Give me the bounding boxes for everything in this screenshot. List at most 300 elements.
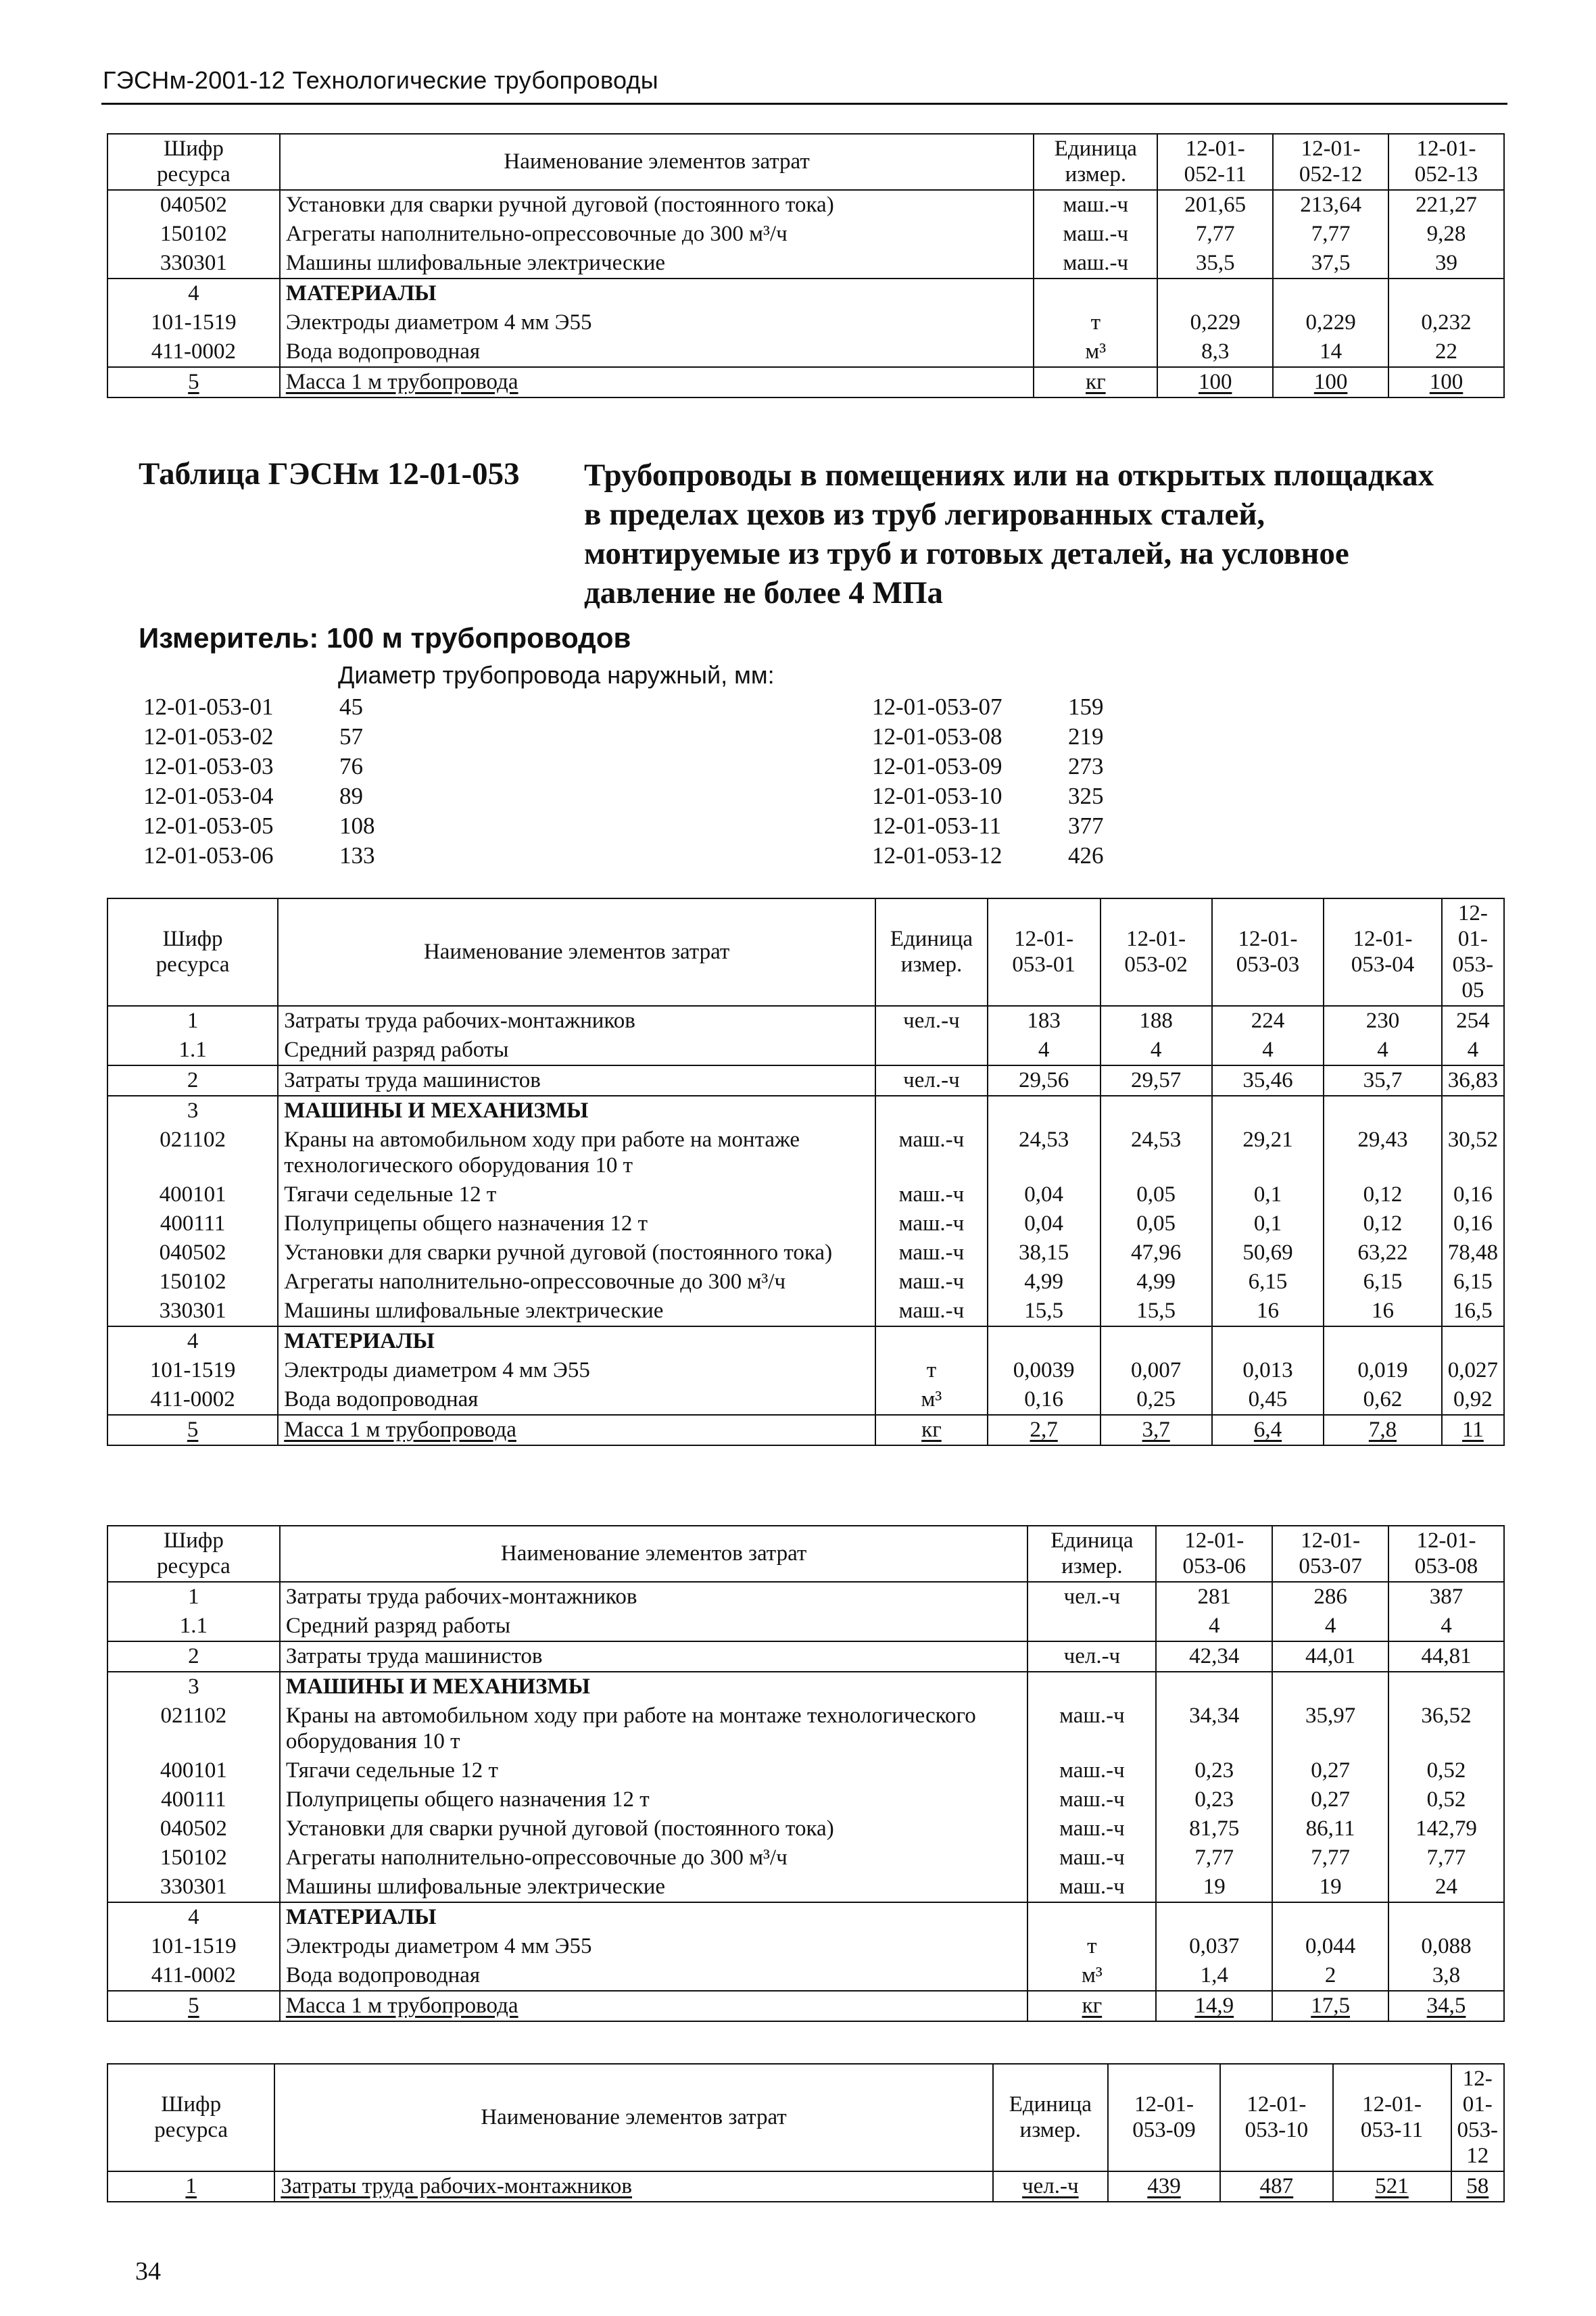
norm-value: 44,81 xyxy=(1388,1641,1504,1672)
resource-code: 5 xyxy=(107,1415,278,1445)
resource-code: 2 xyxy=(107,1641,280,1672)
table-row xyxy=(107,308,1504,337)
header-norm-code-line: 12-01- xyxy=(1238,927,1298,951)
diameter-mm: 57 xyxy=(339,723,363,750)
header-norm-code-line: 053-09 xyxy=(1132,2118,1196,2142)
unit-of-measure: т xyxy=(875,1356,988,1385)
header-unit xyxy=(875,898,988,1006)
cost-element-name: Агрегаты наполнительно-опрессовочные до 300 м³/ч xyxy=(278,1268,875,1297)
table-row xyxy=(107,1415,1504,1445)
resource-code: 1.1 xyxy=(107,1612,280,1641)
norm-value xyxy=(988,1326,1101,1356)
norm-value: 0,044 xyxy=(1272,1932,1388,1961)
norm-value: 15,5 xyxy=(988,1297,1101,1326)
cost-element-name: МАТЕРИАЛЫ xyxy=(280,1902,1028,1932)
norm-value: 4 xyxy=(1324,1036,1442,1065)
norm-value: 0,27 xyxy=(1272,1785,1388,1814)
unit-of-measure: маш.-ч xyxy=(1027,1756,1156,1785)
unit-of-measure: чел.-ч xyxy=(1027,1641,1156,1672)
header-row xyxy=(107,134,1504,190)
norm-value xyxy=(1156,1902,1272,1932)
norm-value: 44,01 xyxy=(1272,1641,1388,1672)
unit-of-measure: маш.-ч xyxy=(1027,1785,1156,1814)
norm-value: 100 xyxy=(1388,367,1504,397)
unit-of-measure xyxy=(1027,1902,1156,1932)
table-row xyxy=(107,1843,1504,1873)
unit-of-measure: чел.-ч xyxy=(875,1006,988,1036)
norm-value: 7,77 xyxy=(1272,1843,1388,1873)
diameter-mm: 219 xyxy=(1068,723,1104,750)
norm-value: 1,4 xyxy=(1156,1961,1272,1991)
header-norm-code-line: 053-10 xyxy=(1244,2118,1309,2142)
table-title-line: в пределах цехов из труб легированных сталей, xyxy=(584,497,1265,532)
header-code xyxy=(107,898,278,1006)
cost-element-name: Средний разряд работы xyxy=(278,1036,875,1065)
cost-element-name: Вода водопроводная xyxy=(280,1961,1028,1991)
table-row xyxy=(107,1873,1504,1902)
cost-element-name: Электроды диаметром 4 мм Э55 xyxy=(280,1932,1028,1961)
header-norm-code xyxy=(1108,2064,1220,2171)
resource-code: 021102 xyxy=(107,1126,278,1180)
cost-element-name: МАШИНЫ И МЕХАНИЗМЫ xyxy=(278,1096,875,1126)
resource-table-053-01-05 xyxy=(107,898,1505,1446)
table-title-code: Таблица ГЭСНм 12-01-053 xyxy=(139,456,520,491)
diameter-item xyxy=(872,781,1104,811)
norm-value: 4 xyxy=(988,1036,1101,1065)
header-row xyxy=(107,1526,1504,1582)
norm-value: 0,229 xyxy=(1157,308,1273,337)
header-norm-code-line: 053-08 xyxy=(1414,1554,1478,1578)
resource-code: 411-0002 xyxy=(107,1385,278,1415)
norm-value: 521 xyxy=(1333,2171,1451,2202)
norm-value: 22 xyxy=(1388,337,1504,367)
norm-value: 0,25 xyxy=(1101,1385,1212,1415)
cost-element-name: Масса 1 м трубопровода xyxy=(280,1991,1028,2021)
cost-element-name: Краны на автомобильном ходу при работе на монтаже технологического оборудования 10 т xyxy=(280,1702,1028,1756)
table-row xyxy=(107,1612,1504,1641)
norm-value: 36,52 xyxy=(1388,1702,1504,1756)
header-code-line: Шифр xyxy=(163,1528,224,1553)
norm-value: 7,77 xyxy=(1388,1843,1504,1873)
norm-value: 0,05 xyxy=(1101,1180,1212,1209)
norm-value: 0,027 xyxy=(1442,1356,1504,1385)
header-norm-code xyxy=(1451,2064,1505,2171)
cost-element-name: Машины шлифовальные электрические xyxy=(280,249,1034,279)
norm-value: 221,27 xyxy=(1388,190,1504,220)
table-row xyxy=(107,1902,1504,1932)
unit-of-measure: м³ xyxy=(1027,1961,1156,1991)
cost-element-name: Установки для сварки ручной дуговой (постоянного тока) xyxy=(280,190,1034,220)
header-norm-code-line: 12-01- xyxy=(1362,2092,1422,2117)
table-row xyxy=(107,1356,1504,1385)
header-norm-code-line: 12-01- xyxy=(1014,927,1074,951)
unit-of-measure: маш.-ч xyxy=(1034,220,1157,249)
norm-code: 12-01-053-03 xyxy=(143,753,274,779)
diameter-mm: 426 xyxy=(1068,842,1104,869)
table-row xyxy=(107,1702,1504,1756)
norm-value: 7,77 xyxy=(1273,220,1388,249)
norm-value: 24,53 xyxy=(1101,1126,1212,1180)
table-row xyxy=(107,1238,1504,1268)
header-rule xyxy=(101,103,1507,105)
header-norm-code xyxy=(1212,898,1324,1006)
norm-value: 0,23 xyxy=(1156,1785,1272,1814)
norm-value: 4,99 xyxy=(1101,1268,1212,1297)
cost-element-name: Тягачи седельные 12 т xyxy=(278,1180,875,1209)
norm-value xyxy=(1212,1096,1324,1126)
norm-value xyxy=(1272,1672,1388,1702)
norm-value: 0,019 xyxy=(1324,1356,1442,1385)
resource-code: 101-1519 xyxy=(107,1356,278,1385)
norm-code: 12-01-053-08 xyxy=(872,723,1002,750)
header-unit-line: Единица xyxy=(1054,137,1137,161)
norm-value: 24,53 xyxy=(988,1126,1101,1180)
table-row xyxy=(107,1582,1504,1612)
unit-of-measure xyxy=(875,1096,988,1126)
header-norm-code-line: 12-01- xyxy=(1185,137,1245,161)
header-norm-code xyxy=(1157,134,1273,190)
header-norm-code xyxy=(1324,898,1442,1006)
header-norm-code-line: 12-01- xyxy=(1247,2092,1307,2117)
norm-value: 15,5 xyxy=(1101,1297,1212,1326)
table-row xyxy=(107,1385,1504,1415)
cost-element-name: Электроды диаметром 4 мм Э55 xyxy=(280,308,1034,337)
header-norm-code-line: 12-01- xyxy=(1126,927,1186,951)
resource-code: 1 xyxy=(107,2171,274,2202)
table-row xyxy=(107,1126,1504,1180)
norm-value: 230 xyxy=(1324,1006,1442,1036)
cost-element-name: Установки для сварки ручной дуговой (постоянного тока) xyxy=(280,1814,1028,1843)
diameter-mm: 76 xyxy=(339,753,363,779)
norm-value: 439 xyxy=(1108,2171,1220,2202)
diameter-item xyxy=(143,781,375,811)
norm-value: 100 xyxy=(1273,367,1388,397)
header-norm-code xyxy=(1273,134,1388,190)
diameter-mm: 89 xyxy=(339,783,363,809)
norm-value: 142,79 xyxy=(1388,1814,1504,1843)
norm-value: 0,12 xyxy=(1324,1209,1442,1238)
cost-element-name: Машины шлифовальные электрические xyxy=(278,1297,875,1326)
unit-of-measure: м³ xyxy=(1034,337,1157,367)
norm-value: 0,04 xyxy=(988,1209,1101,1238)
norm-code: 12-01-053-09 xyxy=(872,753,1002,779)
resource-table-053-06-08 xyxy=(107,1525,1505,2022)
header-norm-code-line: 052-11 xyxy=(1184,162,1247,187)
header-norm-code-line: 052-12 xyxy=(1299,162,1363,187)
header-unit xyxy=(1027,1526,1156,1582)
table-row xyxy=(107,1785,1504,1814)
diameter-item xyxy=(872,811,1104,841)
norm-value: 6,4 xyxy=(1212,1415,1324,1445)
norm-value: 100 xyxy=(1157,367,1273,397)
table-row xyxy=(107,1756,1504,1785)
unit-of-measure: маш.-ч xyxy=(875,1297,988,1326)
resource-code: 1 xyxy=(107,1006,278,1036)
header-norm-code-line: 12-01- xyxy=(1134,2092,1194,2117)
header-unit-line: измер. xyxy=(1019,2118,1082,2142)
norm-value: 7,77 xyxy=(1156,1843,1272,1873)
norm-value: 0,229 xyxy=(1273,308,1388,337)
table-row xyxy=(107,279,1504,308)
norm-value: 16,5 xyxy=(1442,1297,1504,1326)
norm-value: 7,77 xyxy=(1157,220,1273,249)
norm-value: 14 xyxy=(1273,337,1388,367)
norm-value: 4 xyxy=(1272,1612,1388,1641)
norm-value: 0,27 xyxy=(1272,1756,1388,1785)
norm-value: 0,23 xyxy=(1156,1756,1272,1785)
norm-value: 0,007 xyxy=(1101,1356,1212,1385)
norm-value: 86,11 xyxy=(1272,1814,1388,1843)
diameter-mm: 159 xyxy=(1068,694,1104,720)
resource-code: 330301 xyxy=(107,1297,278,1326)
resource-code: 400111 xyxy=(107,1209,278,1238)
diameter-mm: 273 xyxy=(1068,753,1104,779)
table-row xyxy=(107,1672,1504,1702)
header-norm-code-line: 12-01- xyxy=(1457,901,1488,951)
norm-value: 4 xyxy=(1212,1036,1324,1065)
header-unit-line: Единица xyxy=(890,927,973,951)
norm-value: 16 xyxy=(1212,1297,1324,1326)
norm-value xyxy=(1272,1902,1388,1932)
header-unit xyxy=(993,2064,1108,2171)
table-row xyxy=(107,1180,1504,1209)
norm-value: 24 xyxy=(1388,1873,1504,1902)
norm-value: 0,05 xyxy=(1101,1209,1212,1238)
norm-value: 30,52 xyxy=(1442,1126,1504,1180)
header-norm-code-line: 053-03 xyxy=(1236,952,1300,977)
resource-code: 3 xyxy=(107,1096,278,1126)
norm-value: 183 xyxy=(988,1006,1101,1036)
norm-value: 3,7 xyxy=(1101,1415,1212,1445)
header-unit-line: измер. xyxy=(1061,1554,1123,1578)
resource-code: 411-0002 xyxy=(107,1961,280,1991)
measure-value: 100 м трубопроводов xyxy=(327,622,631,654)
header-norm-code-line: 053-06 xyxy=(1182,1554,1247,1578)
table-row xyxy=(107,190,1504,220)
norm-value: 36,83 xyxy=(1442,1065,1504,1096)
header-code xyxy=(107,134,280,190)
table-row xyxy=(107,367,1504,397)
resource-code: 1 xyxy=(107,1582,280,1612)
cost-element-name: МАШИНЫ И МЕХАНИЗМЫ xyxy=(280,1672,1028,1702)
resource-code: 400101 xyxy=(107,1180,278,1209)
header-name: Наименование элементов затрат xyxy=(274,2064,992,2171)
resource-code: 400101 xyxy=(107,1756,280,1785)
resource-code: 330301 xyxy=(107,249,280,279)
header-norm-code-line: 053-11 xyxy=(1360,2118,1424,2142)
header-code-line: ресурса xyxy=(156,1554,231,1578)
header-norm-code-line: 12-01- xyxy=(1462,2067,1493,2117)
resource-table-052 xyxy=(107,133,1505,398)
resource-code: 150102 xyxy=(107,1268,278,1297)
header-norm-code xyxy=(1388,134,1504,190)
norm-value xyxy=(1442,1096,1504,1126)
diameter-mm: 45 xyxy=(339,694,363,720)
norm-code: 12-01-053-10 xyxy=(872,783,1002,809)
norm-value: 387 xyxy=(1388,1582,1504,1612)
cost-element-name: Агрегаты наполнительно-опрессовочные до 300 м³/ч xyxy=(280,220,1034,249)
diameter-item xyxy=(143,811,375,841)
norm-value: 81,75 xyxy=(1156,1814,1272,1843)
resource-code: 4 xyxy=(107,279,280,308)
unit-of-measure: маш.-ч xyxy=(1027,1814,1156,1843)
resource-code: 150102 xyxy=(107,1843,280,1873)
norm-value: 9,28 xyxy=(1388,220,1504,249)
diameter-mm: 377 xyxy=(1068,813,1104,839)
header-norm-code xyxy=(1272,1526,1388,1582)
table-row xyxy=(107,2171,1504,2202)
norm-code: 12-01-053-12 xyxy=(872,842,1002,869)
header-unit-line: измер. xyxy=(1065,162,1127,187)
norm-value: 0,52 xyxy=(1388,1756,1504,1785)
header-code-line: ресурса xyxy=(156,162,231,187)
table-row xyxy=(107,1065,1504,1096)
unit-of-measure: маш.-ч xyxy=(1027,1873,1156,1902)
header-unit-line: Единица xyxy=(1050,1528,1134,1553)
resource-table-053-09-12 xyxy=(107,2063,1505,2202)
unit-of-measure xyxy=(1034,279,1157,308)
cost-element-name: Краны на автомобильном ходу при работе на монтаже технологического оборудования 10 т xyxy=(278,1126,875,1180)
header-norm-code-line: 12-01- xyxy=(1184,1528,1244,1553)
norm-value: 39 xyxy=(1388,249,1504,279)
norm-value: 4 xyxy=(1388,1612,1504,1641)
norm-value: 0,04 xyxy=(988,1180,1101,1209)
header-norm-code xyxy=(1333,2064,1451,2171)
resource-code: 040502 xyxy=(107,1814,280,1843)
unit-of-measure: маш.-ч xyxy=(875,1268,988,1297)
cost-element-name: МАТЕРИАЛЫ xyxy=(278,1326,875,1356)
norm-value: 286 xyxy=(1272,1582,1388,1612)
header-norm-code-line: 12-01- xyxy=(1416,137,1476,161)
header-norm-code xyxy=(1442,898,1504,1006)
norm-value xyxy=(1388,279,1504,308)
unit-of-measure: маш.-ч xyxy=(1034,249,1157,279)
norm-value: 0,16 xyxy=(988,1385,1101,1415)
norm-value: 35,97 xyxy=(1272,1702,1388,1756)
norm-value xyxy=(1324,1326,1442,1356)
diameter-item xyxy=(872,841,1104,871)
header-norm-code-line: 053-05 xyxy=(1452,952,1494,1003)
norm-value: 19 xyxy=(1272,1873,1388,1902)
header-row xyxy=(107,898,1504,1006)
norm-value: 0,013 xyxy=(1212,1356,1324,1385)
norm-value: 35,46 xyxy=(1212,1065,1324,1096)
unit-of-measure xyxy=(875,1326,988,1356)
header-name: Наименование элементов затрат xyxy=(280,1526,1028,1582)
resource-code: 3 xyxy=(107,1672,280,1702)
unit-of-measure: м³ xyxy=(875,1385,988,1415)
norm-value: 213,64 xyxy=(1273,190,1388,220)
cost-element-name: Агрегаты наполнительно-опрессовочные до 300 м³/ч xyxy=(280,1843,1028,1873)
norm-value: 201,65 xyxy=(1157,190,1273,220)
diameter-item xyxy=(872,722,1104,752)
norm-value: 254 xyxy=(1442,1006,1504,1036)
norm-value: 0,52 xyxy=(1388,1785,1504,1814)
norm-value: 487 xyxy=(1220,2171,1332,2202)
norm-value: 58 xyxy=(1451,2171,1505,2202)
norm-value: 19 xyxy=(1156,1873,1272,1902)
table-row xyxy=(107,1036,1504,1065)
norm-value: 14,9 xyxy=(1156,1991,1272,2021)
diameter-item xyxy=(143,841,375,871)
unit-of-measure: маш.-ч xyxy=(875,1238,988,1268)
resource-code: 2 xyxy=(107,1065,278,1096)
norm-value: 0,12 xyxy=(1324,1180,1442,1209)
norm-value: 38,15 xyxy=(988,1238,1101,1268)
cost-element-name: Затраты труда рабочих-монтажников xyxy=(280,1582,1028,1612)
cost-element-name: Полуприцепы общего назначения 12 т xyxy=(278,1209,875,1238)
cost-element-name: Вода водопроводная xyxy=(280,337,1034,367)
norm-code: 12-01-053-05 xyxy=(143,813,274,839)
unit-of-measure xyxy=(875,1036,988,1065)
table-title-line: Трубопроводы в помещениях или на открытых площадках xyxy=(584,458,1434,493)
header-norm-code-line: 053-01 xyxy=(1012,952,1075,977)
diameter-list-left xyxy=(143,692,375,871)
resource-code: 330301 xyxy=(107,1873,280,1902)
norm-value: 29,43 xyxy=(1324,1126,1442,1180)
norm-value: 0,45 xyxy=(1212,1385,1324,1415)
running-header: ГЭСНм-2001-12 Технологические трубопроводы xyxy=(103,66,658,94)
header-unit-line: измер. xyxy=(900,952,963,977)
norm-value: 4 xyxy=(1156,1612,1272,1641)
norm-value: 3,8 xyxy=(1388,1961,1504,1991)
table-row xyxy=(107,1641,1504,1672)
header-code-line: Шифр xyxy=(163,137,224,161)
norm-code: 12-01-053-02 xyxy=(143,723,274,750)
resource-code: 5 xyxy=(107,1991,280,2021)
header-norm-code xyxy=(1101,898,1212,1006)
table-row xyxy=(107,1268,1504,1297)
norm-value: 0,037 xyxy=(1156,1932,1272,1961)
table-row xyxy=(107,337,1504,367)
resource-code: 021102 xyxy=(107,1702,280,1756)
cost-element-name: Затраты труда машинистов xyxy=(278,1065,875,1096)
unit-of-measure: маш.-ч xyxy=(875,1180,988,1209)
header-norm-code xyxy=(1220,2064,1332,2171)
unit-of-measure: маш.-ч xyxy=(875,1209,988,1238)
table-title-line: монтируемые из труб и готовых деталей, на условное xyxy=(584,536,1349,571)
header-norm-code-line: 053-12 xyxy=(1457,2118,1498,2168)
norm-value: 47,96 xyxy=(1101,1238,1212,1268)
norm-value: 0,232 xyxy=(1388,308,1504,337)
header-name: Наименование элементов затрат xyxy=(278,898,875,1006)
cost-element-name: Вода водопроводная xyxy=(278,1385,875,1415)
norm-value: 6,15 xyxy=(1442,1268,1504,1297)
header-unit xyxy=(1034,134,1157,190)
norm-value: 0,92 xyxy=(1442,1385,1504,1415)
norm-value: 11 xyxy=(1442,1415,1504,1445)
norm-value: 0,088 xyxy=(1388,1932,1504,1961)
norm-value: 2,7 xyxy=(988,1415,1101,1445)
header-code xyxy=(107,1526,280,1582)
norm-value: 0,16 xyxy=(1442,1180,1504,1209)
page-number: 34 xyxy=(135,2257,161,2286)
header-norm-code-line: 052-13 xyxy=(1414,162,1478,187)
resource-code: 4 xyxy=(107,1326,278,1356)
cost-element-name: Масса 1 м трубопровода xyxy=(280,367,1034,397)
header-name: Наименование элементов затрат xyxy=(280,134,1034,190)
norm-value: 6,15 xyxy=(1212,1268,1324,1297)
table-row xyxy=(107,1326,1504,1356)
unit-of-measure: маш.-ч xyxy=(1027,1702,1156,1756)
header-norm-code-line: 053-02 xyxy=(1124,952,1188,977)
header-norm-code-line: 12-01- xyxy=(1301,137,1361,161)
cost-element-name: Тягачи седельные 12 т xyxy=(280,1756,1028,1785)
table-row xyxy=(107,1297,1504,1326)
diameter-item xyxy=(872,692,1104,722)
cost-element-name: Затраты труда рабочих-монтажников xyxy=(278,1006,875,1036)
table-row xyxy=(107,1006,1504,1036)
